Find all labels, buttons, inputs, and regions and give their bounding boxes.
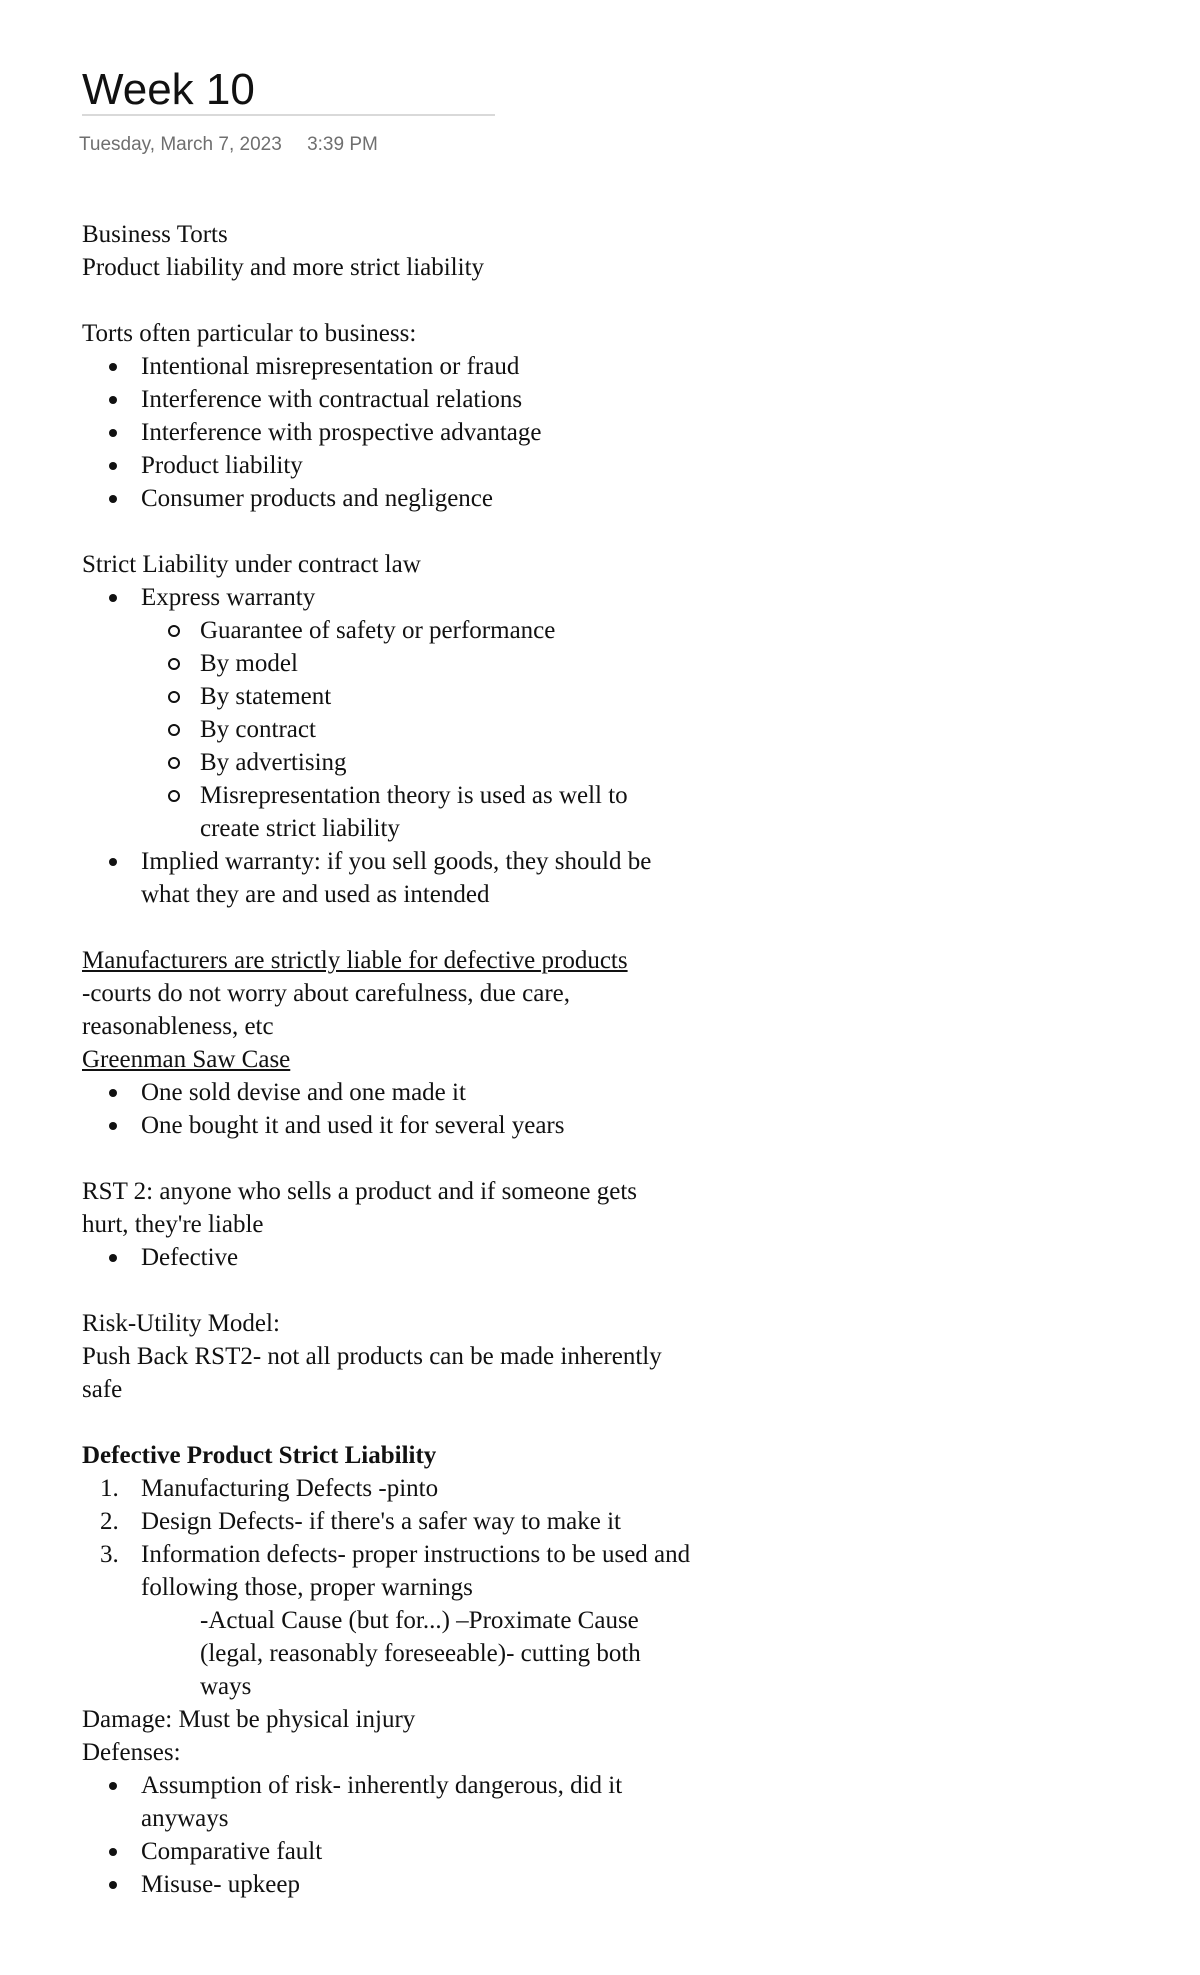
list-item: One bought it and used it for several years xyxy=(82,1109,722,1142)
note-line: RST 2: anyone who sells a product and if someone gets hurt, they're liable xyxy=(82,1178,638,1238)
list-item: Interference with contractual relations xyxy=(82,383,722,416)
list-item xyxy=(82,1505,722,1538)
list-item: Defective xyxy=(82,1241,722,1274)
bullet-list xyxy=(82,1076,722,1142)
list-item: Interference with prospective advantage xyxy=(82,416,722,449)
sub-list-item: By statement xyxy=(141,680,722,713)
note-body xyxy=(82,218,722,1901)
list-item-text: Express warranty xyxy=(141,584,316,611)
list-item-text: Manufacturing Defects -pinto xyxy=(141,1475,439,1502)
sub-list-item: By model xyxy=(141,647,722,680)
note-line: Business Torts xyxy=(82,221,228,248)
list-item-text: Design Defects- if there's a safer way to make it xyxy=(141,1508,622,1535)
list-item: Misuse- upkeep xyxy=(82,1868,722,1901)
sub-list-item: By contract xyxy=(141,713,722,746)
list-item: Intentional misrepresentation or fraud xyxy=(82,350,722,383)
section-heading: Strict Liability under contract law xyxy=(82,551,421,578)
title-divider xyxy=(82,114,495,116)
list-item: Consumer products and negligence xyxy=(82,482,722,515)
section-heading: Defective Product Strict Liability xyxy=(82,1442,437,1469)
note-line: -courts do not worry about carefulness, due care, reasonableness, etc xyxy=(82,980,571,1040)
section-heading: Torts often particular to business: xyxy=(82,320,417,347)
page-title: Week 10 xyxy=(82,65,255,114)
section-heading: Manufacturers are strictly liable for defective products xyxy=(82,947,628,974)
bullet-list xyxy=(82,581,722,911)
note-line: Product liability and more strict liability xyxy=(82,254,485,281)
list-item-text: Information defects- proper instructions to be used and following those, proper warnings xyxy=(141,1541,691,1601)
list-number: 1. xyxy=(100,1475,119,1502)
list-item xyxy=(82,1472,722,1505)
section-heading: Defenses: xyxy=(82,1739,181,1766)
sub-list-item: Guarantee of safety or performance xyxy=(141,614,722,647)
list-number: 3. xyxy=(100,1541,119,1568)
bullet-list xyxy=(82,1769,722,1901)
indented-note: -Actual Cause (but for...) –Proximate Cause (legal, reasonably foreseeable)- cutting both ways xyxy=(200,1607,641,1700)
bullet-list xyxy=(82,1241,722,1274)
note-line: Damage: Must be physical injury xyxy=(82,1706,416,1733)
sub-list-item: By advertising xyxy=(141,746,722,779)
section-heading: Risk-Utility Model: xyxy=(82,1310,280,1337)
page-date: Tuesday, March 7, 2023 xyxy=(79,134,282,155)
list-item: One sold devise and one made it xyxy=(82,1076,722,1109)
list-item: Assumption of risk- inherently dangerous, did it anyways xyxy=(82,1769,671,1835)
page-timestamp xyxy=(79,132,378,158)
page-time: 3:39 PM xyxy=(307,134,378,155)
sub-list-item: Misrepresentation theory is used as well to create strict liability xyxy=(141,779,670,845)
numbered-list xyxy=(82,1472,722,1604)
bullet-list xyxy=(82,350,722,515)
case-heading: Greenman Saw Case xyxy=(82,1046,291,1073)
list-item: Comparative fault xyxy=(82,1835,722,1868)
list-number: 2. xyxy=(100,1508,119,1535)
list-item xyxy=(82,1538,701,1604)
note-line: Push Back RST2- not all products can be made inherently safe xyxy=(82,1343,662,1403)
sub-bullet-list xyxy=(141,614,722,845)
list-item: Implied warranty: if you sell goods, they should be what they are and used as intended xyxy=(82,845,701,911)
list-item xyxy=(82,581,722,845)
list-item: Product liability xyxy=(82,449,722,482)
